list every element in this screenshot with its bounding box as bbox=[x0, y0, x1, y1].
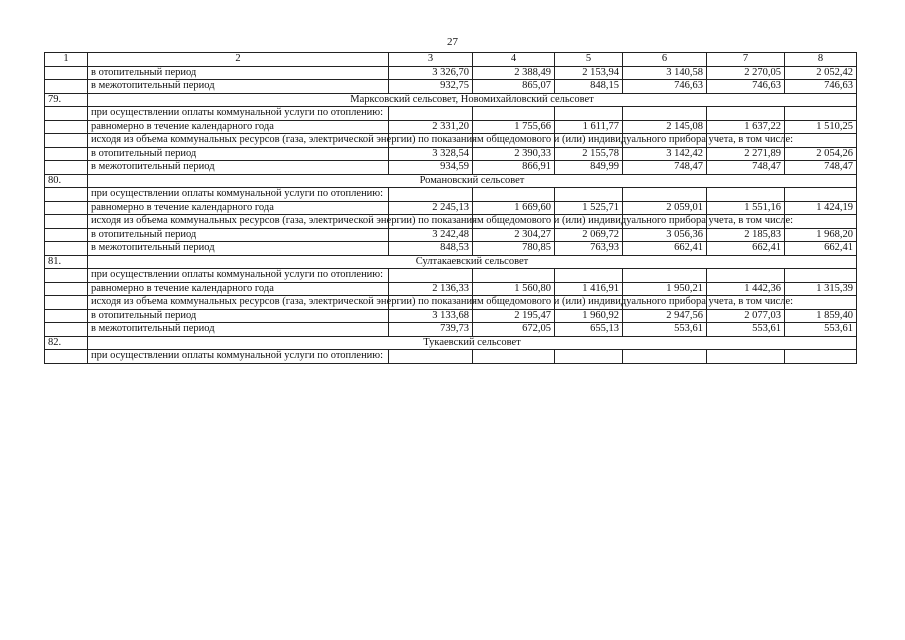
row-label: в межотопительный период bbox=[88, 80, 389, 94]
value-cell: 2 153,94 bbox=[555, 66, 623, 80]
table-row bbox=[45, 323, 857, 337]
value-cell: 1 560,80 bbox=[473, 282, 555, 296]
index-cell bbox=[45, 66, 88, 80]
value-cell: 934,59 bbox=[389, 161, 473, 175]
section-title: Романовский сельсовет bbox=[88, 174, 857, 188]
value-cell: 1 416,91 bbox=[555, 282, 623, 296]
value-cell bbox=[785, 215, 857, 229]
value-cell bbox=[623, 107, 707, 121]
value-cell: 553,61 bbox=[707, 323, 785, 337]
index-cell bbox=[45, 147, 88, 161]
column-number-8: 8 bbox=[785, 53, 857, 67]
index-cell bbox=[45, 309, 88, 323]
column-number-5: 5 bbox=[555, 53, 623, 67]
value-cell bbox=[785, 107, 857, 121]
value-cell bbox=[785, 188, 857, 202]
value-cell bbox=[785, 134, 857, 148]
section-title: Тукаевский сельсовет bbox=[88, 336, 857, 350]
value-cell: 2 054,26 bbox=[785, 147, 857, 161]
row-label: исходя из объема коммунальных ресурсов (газа, электрической энергии) по показаниям общедомового и (или) индивидуального прибора учета, в том числе: bbox=[88, 134, 389, 148]
value-cell: 2 270,05 bbox=[707, 66, 785, 80]
value-cell: 746,63 bbox=[785, 80, 857, 94]
value-cell: 1 950,21 bbox=[623, 282, 707, 296]
value-cell: 932,75 bbox=[389, 80, 473, 94]
value-cell bbox=[389, 269, 473, 283]
value-cell: 2 069,72 bbox=[555, 228, 623, 242]
table-row bbox=[45, 80, 857, 94]
text-row bbox=[45, 269, 857, 283]
index-cell bbox=[45, 188, 88, 202]
value-cell bbox=[785, 296, 857, 310]
value-cell bbox=[785, 350, 857, 364]
row-label: равномерно в течение календарного года bbox=[88, 201, 389, 215]
table-row bbox=[45, 242, 857, 256]
value-cell: 2 947,56 bbox=[623, 309, 707, 323]
value-cell: 848,53 bbox=[389, 242, 473, 256]
row-label: при осуществлении оплаты коммунальной услуги по отоплению: bbox=[88, 107, 389, 121]
value-cell: 849,99 bbox=[555, 161, 623, 175]
value-cell: 2 388,49 bbox=[473, 66, 555, 80]
value-cell: 1 637,22 bbox=[707, 120, 785, 134]
value-cell: 3 326,70 bbox=[389, 66, 473, 80]
text-row bbox=[45, 134, 857, 148]
text-row bbox=[45, 296, 857, 310]
row-label: в отопительный период bbox=[88, 66, 389, 80]
table-row bbox=[45, 161, 857, 175]
value-cell bbox=[707, 269, 785, 283]
value-cell: 3 328,54 bbox=[389, 147, 473, 161]
text-row bbox=[45, 215, 857, 229]
value-cell: 748,47 bbox=[623, 161, 707, 175]
row-label: при осуществлении оплаты коммунальной услуги по отоплению: bbox=[88, 350, 389, 364]
value-cell: 2 059,01 bbox=[623, 201, 707, 215]
tariff-table-body bbox=[45, 53, 857, 364]
value-cell: 1 611,77 bbox=[555, 120, 623, 134]
value-cell bbox=[555, 269, 623, 283]
value-cell bbox=[473, 188, 555, 202]
row-label: в отопительный период bbox=[88, 309, 389, 323]
value-cell: 2 185,83 bbox=[707, 228, 785, 242]
section-index: 79. bbox=[45, 93, 88, 107]
table-row bbox=[45, 120, 857, 134]
row-label: равномерно в течение календарного года bbox=[88, 120, 389, 134]
column-number-4: 4 bbox=[473, 53, 555, 67]
table-row bbox=[45, 66, 857, 80]
row-label: в межотопительный период bbox=[88, 161, 389, 175]
value-cell: 748,47 bbox=[707, 161, 785, 175]
value-cell: 866,91 bbox=[473, 161, 555, 175]
value-cell bbox=[473, 269, 555, 283]
value-cell bbox=[623, 188, 707, 202]
section-title: Султакаевский сельсовет bbox=[88, 255, 857, 269]
value-cell: 746,63 bbox=[707, 80, 785, 94]
index-cell bbox=[45, 107, 88, 121]
column-number-header-row bbox=[45, 53, 857, 67]
table-row bbox=[45, 309, 857, 323]
value-cell bbox=[623, 269, 707, 283]
value-cell: 1 859,40 bbox=[785, 309, 857, 323]
value-cell: 662,41 bbox=[623, 242, 707, 256]
table-row bbox=[45, 201, 857, 215]
value-cell bbox=[707, 188, 785, 202]
table-row bbox=[45, 282, 857, 296]
value-cell: 1 669,60 bbox=[473, 201, 555, 215]
value-cell: 748,47 bbox=[785, 161, 857, 175]
value-cell: 780,85 bbox=[473, 242, 555, 256]
value-cell bbox=[707, 107, 785, 121]
table-row bbox=[45, 228, 857, 242]
index-cell bbox=[45, 269, 88, 283]
column-number-1: 1 bbox=[45, 53, 88, 67]
index-cell bbox=[45, 350, 88, 364]
value-cell: 2 052,42 bbox=[785, 66, 857, 80]
section-row bbox=[45, 336, 857, 350]
value-cell: 746,63 bbox=[623, 80, 707, 94]
value-cell: 662,41 bbox=[785, 242, 857, 256]
value-cell: 1 968,20 bbox=[785, 228, 857, 242]
column-number-6: 6 bbox=[623, 53, 707, 67]
section-row bbox=[45, 93, 857, 107]
row-label: в отопительный период bbox=[88, 147, 389, 161]
tariff-table bbox=[44, 52, 857, 364]
row-label: в межотопительный период bbox=[88, 323, 389, 337]
value-cell: 553,61 bbox=[785, 323, 857, 337]
section-index: 81. bbox=[45, 255, 88, 269]
index-cell bbox=[45, 215, 88, 229]
value-cell bbox=[707, 350, 785, 364]
value-cell: 3 142,42 bbox=[623, 147, 707, 161]
section-index: 82. bbox=[45, 336, 88, 350]
value-cell: 865,07 bbox=[473, 80, 555, 94]
column-number-7: 7 bbox=[707, 53, 785, 67]
value-cell: 3 133,68 bbox=[389, 309, 473, 323]
value-cell: 553,61 bbox=[623, 323, 707, 337]
value-cell: 1 755,66 bbox=[473, 120, 555, 134]
value-cell bbox=[389, 188, 473, 202]
page-number: 27 bbox=[447, 36, 458, 48]
value-cell: 763,93 bbox=[555, 242, 623, 256]
index-cell bbox=[45, 296, 88, 310]
value-cell: 2 245,13 bbox=[389, 201, 473, 215]
value-cell: 655,13 bbox=[555, 323, 623, 337]
table-row bbox=[45, 147, 857, 161]
row-label: равномерно в течение календарного года bbox=[88, 282, 389, 296]
value-cell bbox=[389, 107, 473, 121]
value-cell: 3 242,48 bbox=[389, 228, 473, 242]
text-row bbox=[45, 188, 857, 202]
index-cell bbox=[45, 282, 88, 296]
value-cell bbox=[555, 107, 623, 121]
value-cell: 1 510,25 bbox=[785, 120, 857, 134]
value-cell: 3 140,58 bbox=[623, 66, 707, 80]
row-label: при осуществлении оплаты коммунальной услуги по отоплению: bbox=[88, 188, 389, 202]
value-cell: 1 315,39 bbox=[785, 282, 857, 296]
value-cell: 2 390,33 bbox=[473, 147, 555, 161]
index-cell bbox=[45, 80, 88, 94]
index-cell bbox=[45, 242, 88, 256]
value-cell: 2 331,20 bbox=[389, 120, 473, 134]
value-cell: 739,73 bbox=[389, 323, 473, 337]
row-label: исходя из объема коммунальных ресурсов (газа, электрической энергии) по показаниям общедомового и (или) индивидуального прибора учета, в том числе: bbox=[88, 215, 389, 229]
column-number-3: 3 bbox=[389, 53, 473, 67]
value-cell bbox=[473, 350, 555, 364]
value-cell bbox=[623, 350, 707, 364]
value-cell: 2 271,89 bbox=[707, 147, 785, 161]
value-cell: 3 056,36 bbox=[623, 228, 707, 242]
index-cell bbox=[45, 134, 88, 148]
value-cell: 2 077,03 bbox=[707, 309, 785, 323]
value-cell: 1 551,16 bbox=[707, 201, 785, 215]
value-cell: 672,05 bbox=[473, 323, 555, 337]
value-cell: 2 136,33 bbox=[389, 282, 473, 296]
value-cell: 848,15 bbox=[555, 80, 623, 94]
value-cell: 2 155,78 bbox=[555, 147, 623, 161]
section-index: 80. bbox=[45, 174, 88, 188]
value-cell bbox=[785, 269, 857, 283]
index-cell bbox=[45, 228, 88, 242]
value-cell: 1 442,36 bbox=[707, 282, 785, 296]
value-cell: 2 195,47 bbox=[473, 309, 555, 323]
value-cell: 2 145,08 bbox=[623, 120, 707, 134]
value-cell: 2 304,27 bbox=[473, 228, 555, 242]
index-cell bbox=[45, 323, 88, 337]
index-cell bbox=[45, 201, 88, 215]
row-label: в отопительный период bbox=[88, 228, 389, 242]
value-cell bbox=[473, 107, 555, 121]
text-row bbox=[45, 350, 857, 364]
row-label: исходя из объема коммунальных ресурсов (газа, электрической энергии) по показаниям общедомового и (или) индивидуального прибора учета, в том числе: bbox=[88, 296, 389, 310]
section-row bbox=[45, 174, 857, 188]
value-cell: 1 525,71 bbox=[555, 201, 623, 215]
index-cell bbox=[45, 120, 88, 134]
value-cell: 662,41 bbox=[707, 242, 785, 256]
value-cell bbox=[389, 350, 473, 364]
section-title: Марксовский сельсовет, Новомихайловский сельсовет bbox=[88, 93, 857, 107]
row-label: при осуществлении оплаты коммунальной услуги по отоплению: bbox=[88, 269, 389, 283]
text-row bbox=[45, 107, 857, 121]
index-cell bbox=[45, 161, 88, 175]
row-label: в межотопительный период bbox=[88, 242, 389, 256]
column-number-2: 2 bbox=[88, 53, 389, 67]
value-cell bbox=[555, 188, 623, 202]
section-row bbox=[45, 255, 857, 269]
value-cell bbox=[555, 350, 623, 364]
value-cell: 1 960,92 bbox=[555, 309, 623, 323]
value-cell: 1 424,19 bbox=[785, 201, 857, 215]
